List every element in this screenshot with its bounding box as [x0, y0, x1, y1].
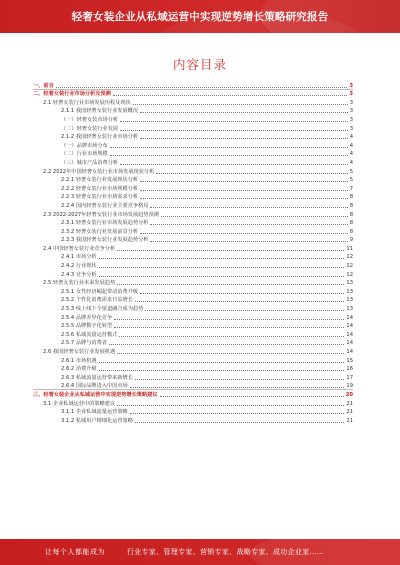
toc-entry[interactable] [33, 243, 353, 252]
toc-entry-page: 12 [346, 271, 353, 278]
toc-entry[interactable] [33, 200, 353, 209]
toc-entry-title: 2.6.2 消费升级 [61, 366, 97, 373]
toc-entry-page: 4 [349, 142, 353, 149]
toc-entry-title: 2.5.1 女性经济崛起带动消费升级 [61, 288, 139, 295]
toc-leader-dots [120, 121, 348, 122]
toc-leader-dots [140, 198, 348, 199]
toc-entry-title: 2.6 我国轻奢女装行业发展机遇 [43, 349, 116, 355]
toc-entry[interactable] [33, 381, 353, 390]
toc-entry[interactable] [33, 123, 353, 132]
toc-entry[interactable] [33, 252, 353, 261]
toc-entry[interactable] [33, 183, 353, 192]
toc-entry-page: 14 [346, 340, 353, 347]
toc-entry[interactable] [33, 321, 353, 330]
report-title: 轻奢女装企业从私域运营中实现逆势增长策略研究报告 [71, 11, 329, 23]
toc-leader-dots [99, 258, 345, 259]
toc-entry-page: 12 [346, 263, 353, 270]
toc-entry-title: 2.3 2022-2027年轻奢女装行业市场发展趋势预测 [43, 211, 159, 218]
toc-entry-page: 21 [346, 417, 353, 424]
toc-leader-dots [99, 276, 345, 277]
footer-slogan-left: 让每个人都能成为 [45, 548, 105, 556]
toc-entry-title: 2.3.1 轻奢女装行业市场发展趋势分析 [61, 220, 149, 227]
toc-leader-dots [114, 319, 344, 320]
toc-entry[interactable] [33, 140, 353, 149]
toc-leader-dots [99, 267, 345, 268]
toc-leader-dots [113, 95, 348, 96]
toc-entry-page: 5 [349, 177, 353, 184]
toc-entry-title: 二、轻奢女装行业市场分析及预测 [33, 91, 111, 98]
toc-entry[interactable] [33, 415, 353, 424]
toc-entry-title: 3.1 企业私域运营中的策略建议 [43, 400, 116, 407]
toc-entry-title: 2.1.1 我国轻奢女装行业发展概况 [61, 108, 139, 115]
toc-entry-page: 3 [349, 108, 353, 115]
toc-entry[interactable] [33, 398, 353, 407]
toc-entry-page: 8 [349, 202, 353, 209]
toc-entry-title: （二）行业市场规模 [61, 151, 108, 158]
toc-entry-page: 16 [346, 366, 353, 373]
toc-entry[interactable] [33, 89, 353, 98]
toc-leader-dots [161, 216, 348, 217]
toc-entry-title: （一）轻奢女装市场分析 [61, 116, 119, 123]
toc-entry-title: 2.1 轻奢女装行业市场发展历程及现状 [43, 99, 131, 106]
toc-leader-dots [133, 104, 348, 105]
toc-entry[interactable] [33, 355, 353, 364]
toc-entry[interactable] [33, 286, 353, 295]
toc-leader-dots [150, 207, 347, 208]
toc-entry-title: 2.3.2 轻奢女装行业发展前景分析 [61, 228, 139, 235]
toc-entry-title: 2.2.3 轻奢女装行业市场需求分析 [61, 194, 139, 201]
toc-entry-page: 8 [349, 194, 353, 201]
toc-entry-page: 9 [349, 237, 353, 244]
toc-entry[interactable] [33, 260, 353, 269]
toc-leader-dots [110, 147, 348, 148]
toc-entry-page: 13 [346, 280, 353, 287]
toc-leader-dots [150, 241, 347, 242]
toc-entry[interactable] [33, 209, 353, 218]
toc-entry-title: （三）城市产品消费分析 [61, 159, 119, 166]
toc-leader-dots [114, 327, 344, 328]
toc-entry-title: 2.3.3 我国轻奢女装行业发展趋势分析 [61, 237, 149, 244]
toc-entry[interactable] [33, 226, 353, 235]
toc-entry[interactable] [33, 312, 353, 321]
toc-entry-title: 2.5.7 品牌与消费者 [61, 340, 107, 347]
toc-entry[interactable] [33, 278, 353, 287]
toc-entry-title: 2.2.1 轻奢女装行业发展现状分析 [61, 177, 139, 184]
toc-leader-dots [109, 344, 344, 345]
toc-entry-title: 2.2 2022年中国轻奢女装行业市场发展现状分析 [43, 168, 155, 175]
toc-entry-title: 3.1.1 企业私域流量运营策略 [61, 409, 128, 416]
toc-entry-title: 3.1.2 私域用户精细化运营策略 [61, 417, 133, 424]
toc-entry-title: 2.5.4 品牌差异化竞争 [61, 314, 113, 321]
toc-leader-dots [135, 379, 344, 380]
toc-entry[interactable] [33, 269, 353, 278]
toc-entry-title: 2.5.5 品牌数字化转型 [61, 323, 113, 330]
toc-entry[interactable] [33, 166, 353, 175]
toc-entry-page: 11 [346, 245, 353, 252]
toc-entry-title: 2.4 中国轻奢女装行业竞争分析 [43, 245, 116, 252]
toc-entry-title: 2.5.3 线上线下全渠道融合成为趋势 [61, 306, 144, 313]
table-of-contents [33, 80, 353, 424]
toc-leader-dots [150, 224, 347, 225]
toc-entry-title: 2.4.2 行业现状 [61, 263, 97, 270]
toc-entry-title: 2.2.4 国内轻奢女装行业主要竞争格局 [61, 202, 149, 209]
toc-entry-title: 2.5 轻奢女装行业未来发展趋势 [43, 280, 116, 287]
toc-entry[interactable] [33, 175, 353, 184]
toc-entry[interactable] [33, 346, 353, 355]
toc-entry-page: 14 [346, 349, 353, 355]
toc-leader-dots [160, 396, 344, 397]
toc-entry[interactable] [33, 157, 353, 166]
toc-entry-page: 12 [346, 254, 353, 261]
toc-leader-dots [135, 301, 344, 302]
toc-entry[interactable] [33, 106, 353, 115]
footer-banner [0, 539, 400, 565]
toc-entry-page: 15 [346, 357, 353, 364]
toc-leader-dots [117, 250, 344, 251]
toc-entry-title: （二）轻奢女装行业发展 [61, 125, 119, 132]
toc-entry-page: 4 [349, 151, 353, 158]
toc-heading: 内容目录 [172, 57, 227, 72]
toc-entry[interactable] [33, 235, 353, 244]
toc-leader-dots [99, 370, 345, 371]
toc-leader-dots [110, 155, 348, 156]
toc-entry[interactable] [33, 338, 353, 347]
toc-entry[interactable] [33, 303, 353, 312]
toc-entry-title: 2.4.3 竞争分析 [61, 271, 97, 278]
toc-entry[interactable] [33, 97, 353, 106]
toc-entry-title: 2.1.2 我国轻奢女装行业市场分析 [61, 134, 139, 141]
toc-entry[interactable] [33, 407, 353, 416]
toc-entry-title: （一）品牌市场分布 [61, 142, 108, 149]
toc-entry-page: 17 [346, 374, 353, 381]
toc-leader-dots [130, 387, 345, 388]
toc-entry-title: 一、前言 [33, 82, 54, 89]
toc-entry-page: 20 [345, 391, 353, 398]
toc-leader-dots [140, 181, 348, 182]
toc-entry[interactable] [33, 114, 353, 123]
toc-entry-page: 3 [349, 125, 353, 132]
toc-entry[interactable] [33, 192, 353, 201]
toc-entry-page: 21 [346, 400, 353, 407]
toc-leader-dots [140, 112, 348, 113]
toc-entry-page: 13 [346, 288, 353, 295]
toc-leader-dots [140, 233, 348, 234]
toc-entry-page: 21 [346, 409, 353, 416]
toc-entry-title: 2.4.1 市场分析 [61, 254, 97, 261]
toc-leader-dots [145, 310, 344, 311]
toc-leader-dots [119, 336, 344, 337]
footer-slogan-right: 行业专家、管理专家、营销专家、战略专家、成功企业家…… [127, 548, 325, 556]
toc-entry-title: 2.6.1 市场机遇 [61, 357, 97, 364]
toc-entry-page: 14 [346, 323, 353, 330]
toc-entry[interactable] [33, 132, 353, 141]
toc-leader-dots [140, 293, 344, 294]
toc-entry-page: 5 [349, 168, 353, 175]
toc-entry-page: 3 [349, 116, 353, 123]
toc-entry-page: 4 [349, 134, 353, 141]
toc-leader-dots [117, 284, 344, 285]
toc-entry-page: 7 [349, 185, 353, 192]
toc-leader-dots [120, 130, 348, 131]
header-banner [0, 0, 400, 33]
toc-entry-title: 三、轻奢女装企业从私域运营中实现逆势增长策略建议 [33, 391, 158, 398]
toc-entry-page: 3 [349, 91, 353, 98]
toc-leader-dots [117, 405, 344, 406]
toc-entry[interactable] [33, 218, 353, 227]
toc-entry[interactable] [33, 149, 353, 158]
toc-entry-page: 8 [349, 211, 353, 218]
toc-entry-page: 14 [346, 331, 353, 338]
toc-entry[interactable] [33, 364, 353, 373]
toc-leader-dots [99, 362, 345, 363]
toc-leader-dots [140, 138, 348, 139]
toc-leader-dots [135, 422, 344, 423]
toc-entry-page: 14 [346, 314, 353, 321]
toc-leader-dots [156, 173, 347, 174]
toc-entry[interactable] [33, 295, 353, 304]
toc-entry-title: 2.6.3 私域流量运营带来新增长 [61, 374, 133, 381]
toc-entry[interactable] [33, 372, 353, 381]
toc-entry-page: 8 [349, 220, 353, 227]
toc-leader-dots [117, 353, 344, 354]
toc-entry-title: 2.5.2 个性化消费需求日益增长 [61, 297, 133, 304]
toc-entry-title: 2.5.6 私域流量运营模式 [61, 331, 118, 338]
toc-leader-dots [130, 413, 345, 414]
toc-entry[interactable] [33, 389, 353, 398]
toc-entry-page: 3 [349, 82, 353, 89]
toc-entry-page: 3 [349, 99, 353, 106]
toc-entry-title: 2.6.4 国际品牌进入中国市场 [61, 383, 128, 390]
toc-entry-page: 8 [349, 228, 353, 235]
toc-entry-page: 19 [346, 383, 353, 390]
toc-entry[interactable] [33, 329, 353, 338]
toc-leader-dots [120, 164, 348, 165]
toc-entry-page: 13 [346, 297, 353, 304]
toc-entry-page: 13 [346, 306, 353, 313]
toc-leader-dots [140, 190, 348, 191]
toc-leader-dots [56, 87, 348, 88]
toc-entry-title: 2.2.2 轻奢女装行业市场规模分析 [61, 185, 139, 192]
toc-entry[interactable] [33, 80, 353, 89]
toc-entry-page: 4 [349, 159, 353, 166]
